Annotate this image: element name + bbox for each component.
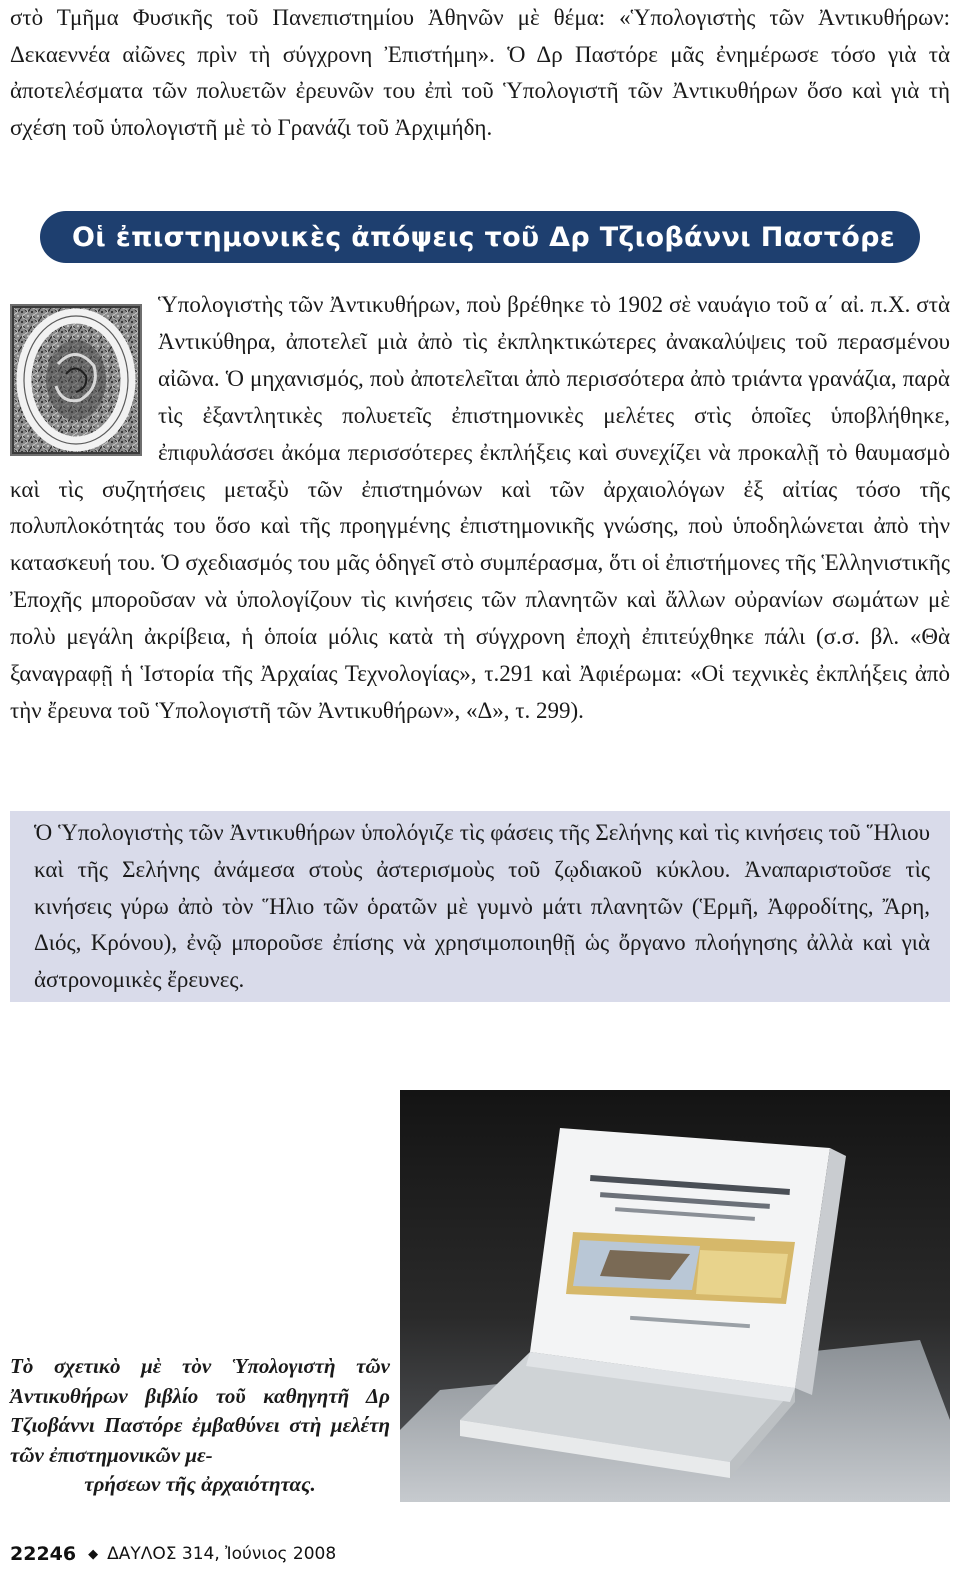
page-footer <box>10 1540 336 1568</box>
article-body <box>10 287 950 730</box>
highlight-box <box>10 811 950 1002</box>
section-heading: Οἱ ἐπιστημονικὲς ἀπόψεις τοῦ Δρ Τζιοβάννι Παστόρε <box>72 221 896 253</box>
issue-info: ΔΑΥΛΟΣ 314, Ἰούνιος 2008 <box>107 1544 337 1564</box>
highlight-text: Ὁ Ὑπολογιστὴς τῶν Ἀντικυθήρων ὑπολόγιζε τὶς φάσεις τῆς Σελήνης καὶ τὶς κινήσεις τοῦ Ἥλιου καὶ τῆς Σελήνης ἀνάμεσα στοὺς ἀστερισμοὺς τοῦ ζῳδιακοῦ κύκλου. Ἀναπαριστοῦσε τὶς κινήσεις γύρω ἀπὸ τὸν Ἥλιο τῶν ὁρατῶν μὲ γυμνὸ μάτι πλανητῶν (Ἑρμῆ, Ἀφροδίτης, Ἄρη, Διός, Κρόνου), ἐνῷ μποροῦσε ἐπίσης νὰ χρησιμοποιηθῇ ὡς ὄργανο πλοήγησης ἀλλὰ καὶ γιὰ ἀστρονομικὲς ἔρευνες. <box>34 820 930 993</box>
photo-caption <box>10 1352 390 1500</box>
page-number: 22246 <box>10 1543 77 1565</box>
section-heading-banner <box>40 211 920 263</box>
diamond-icon: ◆ <box>88 1546 99 1562</box>
article-text: Ὑπολογιστὴς τῶν Ἀντικυθήρων, ποὺ βρέθηκε τὸ 1902 σὲ ναυάγιο τοῦ α΄ αἰ. π.Χ. στὰ Ἀντικύθηρα, ἀποτελεῖ μιὰ ἀπὸ τὶς ἐκπληκτικώτερες ἀνακαλύψεις τοῦ περασμένου αἰῶνα. Ὁ μηχανισμός, ποὺ ἀποτελεῖται ἀπὸ περισσότερα ἀπὸ τριάντα γρανάζια, παρὰ τὶς ἐξαντλητικὲς πολυετεῖς ἐπιστημονικὲς μελέτες στὶς ὁποῖες ὑποβλήθηκε, ἐπιφυλάσσει ἀκόμα περισσότερες ἐκπλήξεις καὶ συνεχίζει νὰ προκαλῇ τὸ θαυμασμὸ καὶ τὶς συζητήσεις μεταξὺ τῶν ἐπιστημόνων καὶ τῶν ἀρχαιολόγων ἐξ αἰτίας τόσο τῆς πολυπλοκότητάς του ὅσο καὶ τῆς προηγμένης ἐπιστημονικῆς γνώσης, ποὺ ὑποδηλώνεται ἀπὸ τὴν κατασκευή του. Ὁ σχεδιασμός του μᾶς ὁδηγεῖ στὸ συμπέρασμα, ὅτι οἱ ἐπιστήμονες τῆς Ἑλληνιστικῆς Ἐποχῆς μποροῦσαν νὰ ὑπολογίζουν τὶς κινήσεις τῶν πλανητῶν καὶ ἄλλων οὐρανίων σωμάτων μὲ πολὺ μεγάλη ἀκρίβεια, ἡ ὁποία μόλις κατὰ τὴ σύγχρονη ἐποχὴ ἐπιτεύχθηκε πάλι (σ.σ. βλ. «Θὰ ξαναγραφῇ ἡ Ἱστορία τῆς Ἀρχαίας Τεχνολογίας», τ.291 καὶ Ἀφιέρωμα: «Οἱ τεχνικὲς ἐκπλήξεις ἀπὸ τὴν ἔρευνα τοῦ Ὑπολογιστῆ τῶν Ἀντικυθήρων», «Δ», τ. 299). <box>10 292 950 723</box>
caption-last-line: τρήσεων τῆς ἀρχαιότητας. <box>84 1472 316 1496</box>
dropcap-spacer <box>10 287 158 456</box>
book-photo <box>400 1090 950 1502</box>
intro-paragraph: στὸ Τμῆμα Φυσικῆς τοῦ Πανεπιστημίου Ἀθηνῶν μὲ θέμα: «Ὑπολογιστὴς τῶν Ἀντικυθήρων: Δεκαεννέα αἰῶνες πρὶν τὴ σύγχρονη Ἐπιστήμη». Ὁ Δρ Παστόρε μᾶς ἐνημέρωσε τόσο γιὰ τὰ ἀποτελέσματα τῶν πολυετῶν ἐρευνῶν του ἐπὶ τοῦ Ὑπολογιστῆ τῶν Ἀντικυθήρων ὅσο καὶ γιὰ τὴ σχέση τοῦ ὑπολογιστῆ μὲ τὸ Γρανάζι τοῦ Ἀρχιμήδη. <box>10 5 950 140</box>
caption-text: Τὸ σχετικὸ μὲ τὸν Ὑπολογιστὴ τῶν Ἀντικυθήρων βιβλίο τοῦ καθηγητῆ Δρ Τζιοβάννι Παστόρε ἐμβαθύνει στὴ μελέτη τῶν ἐπιστημονικῶν με- <box>10 1354 390 1467</box>
